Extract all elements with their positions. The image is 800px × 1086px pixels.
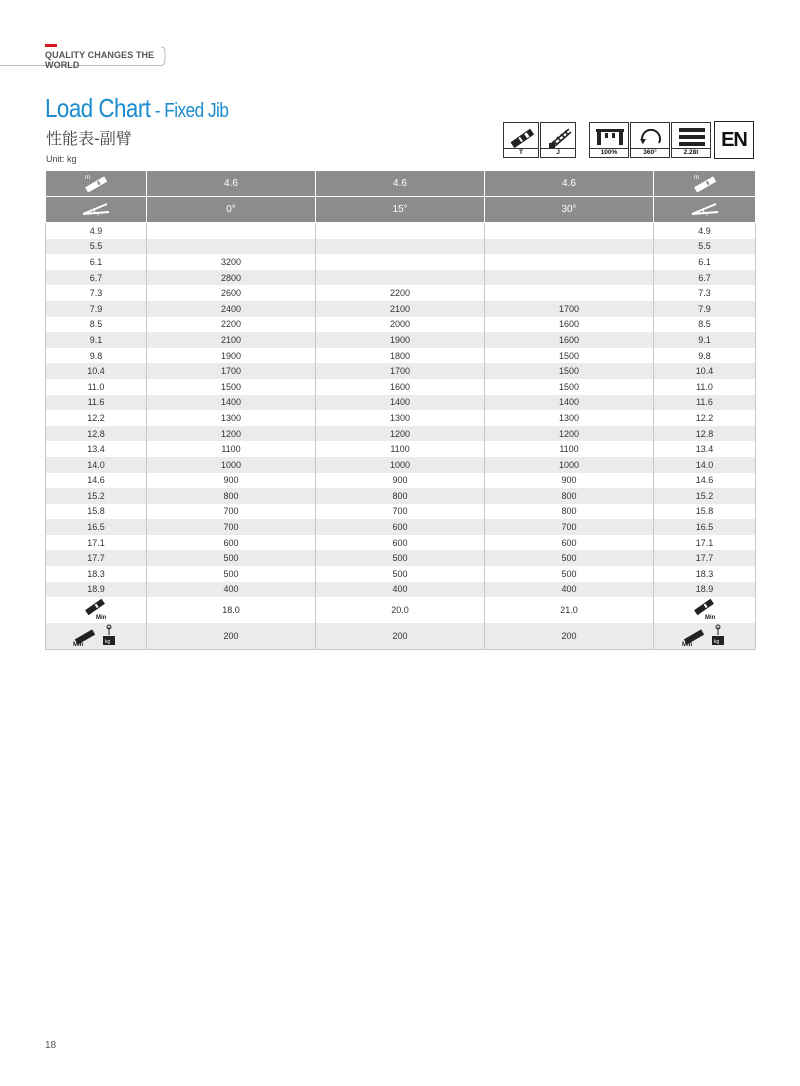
load-cell: 500 (485, 550, 654, 566)
load-cell: 400 (316, 582, 485, 598)
radius-cell: 11.6 (46, 395, 147, 411)
load-cell: 700 (485, 519, 654, 535)
table-row (46, 441, 756, 457)
min-angle-cell: 21.0 (485, 597, 654, 623)
table-row (46, 410, 756, 426)
radius-cell: 13.4 (46, 441, 147, 457)
load-cell: 1800 (316, 348, 485, 364)
table-row (46, 301, 756, 317)
radius-cell: 14.6 (46, 473, 147, 489)
offset-angle-cell: 30° (485, 197, 654, 223)
svg-text:Min: Min (73, 642, 84, 648)
radius-cell: 14.0 (46, 457, 147, 473)
title-sub: - Fixed Jib (150, 100, 229, 122)
svg-text:kg: kg (713, 639, 719, 646)
load-cell: 1500 (485, 379, 654, 395)
load-cell: 900 (485, 473, 654, 489)
min-boom-angle-row (46, 597, 756, 623)
table-row (46, 239, 756, 255)
offset-angle-row (46, 197, 756, 223)
radius-cell: 8.5 (654, 317, 756, 333)
radius-cell: 7.9 (46, 301, 147, 317)
load-cell: 1500 (147, 379, 316, 395)
radius-cell: 15.2 (654, 488, 756, 504)
table-row (46, 519, 756, 535)
load-cell: 900 (147, 473, 316, 489)
load-cell: 1000 (147, 457, 316, 473)
load-cell: 900 (316, 473, 485, 489)
radius-cell: 16.5 (654, 519, 756, 535)
page-title-cn: 性能表-副臂 (46, 129, 132, 148)
table-row (46, 504, 756, 520)
radius-cell: 6.1 (46, 254, 147, 270)
radius-cell: 18.9 (46, 582, 147, 598)
offset-angle-icon (46, 197, 147, 223)
jib-length-row (46, 171, 756, 197)
radius-cell: 14.6 (654, 473, 756, 489)
radius-cell: 4.9 (654, 223, 756, 239)
table-row (46, 550, 756, 566)
radius-cell: 12.8 (46, 426, 147, 442)
svg-text:m: m (693, 175, 699, 181)
radius-cell: 17.7 (46, 550, 147, 566)
radius-cell: 15.2 (46, 488, 147, 504)
load-cell: 1700 (316, 363, 485, 379)
load-cell: 1300 (147, 410, 316, 426)
table-row (46, 317, 756, 333)
radius-cell: 16.5 (46, 519, 147, 535)
load-cell: 1200 (147, 426, 316, 442)
radius-cell: 9.8 (654, 348, 756, 364)
load-cell: 2100 (316, 301, 485, 317)
load-cell: 1700 (485, 301, 654, 317)
load-cell: 1700 (147, 363, 316, 379)
load-cell (485, 223, 654, 239)
table-row (46, 488, 756, 504)
icon-label: 360° (631, 148, 669, 157)
load-cell: 600 (316, 535, 485, 551)
radius-cell: 6.1 (654, 254, 756, 270)
min-angle-load-icon (46, 623, 147, 650)
load-cell (485, 285, 654, 301)
radius-cell: 14.0 (654, 457, 756, 473)
load-cell: 600 (147, 535, 316, 551)
table-row (46, 395, 756, 411)
svg-text:kg: kg (105, 639, 111, 646)
min-boom-angle-icon (654, 597, 756, 623)
load-chart-table (45, 170, 756, 650)
min-angle-load-cell: 200 (316, 623, 485, 650)
offset-angle-cell: 15° (316, 197, 485, 223)
jib-length-cell: 4.6 (485, 171, 654, 197)
load-cell (485, 270, 654, 286)
radius-cell: 6.7 (654, 270, 756, 286)
table-row (46, 379, 756, 395)
title-main: Load Chart (45, 93, 151, 123)
load-cell: 800 (147, 488, 316, 504)
table-row (46, 535, 756, 551)
load-cell: 1400 (485, 395, 654, 411)
radius-cell: 9.1 (654, 332, 756, 348)
min-angle-load-row (46, 623, 756, 650)
radius-cell: 15.8 (46, 504, 147, 520)
load-cell: 800 (485, 504, 654, 520)
tagline: QUALITY CHANGES THE WORLD (45, 50, 155, 70)
radius-cell: 12.2 (654, 410, 756, 426)
offset-angle-cell: 0° (147, 197, 316, 223)
load-cell: 2200 (147, 317, 316, 333)
load-cell: 1600 (316, 379, 485, 395)
radius-cell: 10.4 (654, 363, 756, 379)
load-cell: 1300 (316, 410, 485, 426)
min-angle-cell: 20.0 (316, 597, 485, 623)
load-cell (316, 270, 485, 286)
load-cell: 500 (316, 566, 485, 582)
table-row (46, 473, 756, 489)
table-row (46, 566, 756, 582)
load-cell: 1400 (147, 395, 316, 411)
table-row (46, 223, 756, 239)
load-cell: 2400 (147, 301, 316, 317)
radius-cell: 18.9 (654, 582, 756, 598)
radius-cell: 11.6 (654, 395, 756, 411)
radius-cell: 18.3 (46, 566, 147, 582)
load-cell (316, 254, 485, 270)
radius-cell: 13.4 (654, 441, 756, 457)
jib-length-icon (46, 171, 147, 197)
radius-cell: 7.9 (654, 301, 756, 317)
radius-cell: 12.2 (46, 410, 147, 426)
load-cell: 1600 (485, 317, 654, 333)
language-badge: EN (714, 121, 754, 159)
table-row (46, 363, 756, 379)
radius-cell: 4.9 (46, 223, 147, 239)
load-cell: 1100 (147, 441, 316, 457)
jib-length-cell: 4.6 (316, 171, 485, 197)
table-row (46, 332, 756, 348)
load-cell (147, 223, 316, 239)
table-row (46, 254, 756, 270)
table-row (46, 582, 756, 598)
table-row (46, 457, 756, 473)
load-cell: 600 (485, 535, 654, 551)
radius-cell: 7.3 (654, 285, 756, 301)
radius-cell: 10.4 (46, 363, 147, 379)
radius-cell: 17.7 (654, 550, 756, 566)
red-accent-mark (45, 44, 57, 47)
load-cell (485, 239, 654, 255)
load-cell: 500 (147, 550, 316, 566)
radius-cell: 7.3 (46, 285, 147, 301)
radius-cell: 17.1 (654, 535, 756, 551)
load-cell: 700 (147, 504, 316, 520)
table-row (46, 348, 756, 364)
outrigger-icon (589, 122, 629, 158)
load-cell: 1500 (485, 348, 654, 364)
radius-cell: 8.5 (46, 317, 147, 333)
jib-length-cell: 4.6 (147, 171, 316, 197)
svg-text:m: m (85, 175, 90, 181)
radius-cell: 12.8 (654, 426, 756, 442)
min-angle-load-icon (654, 623, 756, 650)
load-cell: 2800 (147, 270, 316, 286)
radius-cell: 5.5 (46, 239, 147, 255)
min-angle-cell: 18.0 (147, 597, 316, 623)
radius-cell: 9.1 (46, 332, 147, 348)
load-cell (316, 223, 485, 239)
load-cell: 500 (485, 566, 654, 582)
load-cell (147, 239, 316, 255)
radius-cell: 11.0 (46, 379, 147, 395)
radius-cell: 15.8 (654, 504, 756, 520)
radius-cell: 9.8 (46, 348, 147, 364)
offset-angle-icon (654, 197, 756, 223)
load-cell: 1200 (316, 426, 485, 442)
load-cell: 2000 (316, 317, 485, 333)
svg-text:Min: Min (96, 615, 107, 622)
load-cell: 600 (316, 519, 485, 535)
load-cell: 1900 (316, 332, 485, 348)
header-band (0, 44, 166, 70)
table-row (46, 270, 756, 286)
load-cell: 800 (485, 488, 654, 504)
radius-cell: 11.0 (654, 379, 756, 395)
table-row (46, 285, 756, 301)
icon-label: J (541, 148, 575, 157)
counterweight-icon (671, 122, 711, 158)
icon-label: 2.28t (672, 148, 710, 157)
page-title (45, 93, 228, 124)
load-cell: 800 (316, 488, 485, 504)
svg-text:Min: Min (704, 615, 715, 622)
svg-text:°: ° (705, 214, 708, 218)
load-cell: 500 (147, 566, 316, 582)
radius-cell: 17.1 (46, 535, 147, 551)
load-cell: 1300 (485, 410, 654, 426)
title-block (45, 93, 258, 124)
load-cell: 1100 (485, 441, 654, 457)
load-cell (316, 239, 485, 255)
min-boom-angle-icon (46, 597, 147, 623)
load-cell: 700 (316, 504, 485, 520)
load-cell: 400 (147, 582, 316, 598)
load-cell: 2600 (147, 285, 316, 301)
icon-label: 100% (590, 148, 628, 157)
load-cell: 400 (485, 582, 654, 598)
radius-cell: 6.7 (46, 270, 147, 286)
min-angle-load-cell: 200 (147, 623, 316, 650)
table-row (46, 426, 756, 442)
jib-icon (540, 122, 576, 158)
load-cell: 500 (316, 550, 485, 566)
min-angle-load-cell: 200 (485, 623, 654, 650)
radius-cell: 5.5 (654, 239, 756, 255)
jib-length-icon (654, 171, 756, 197)
svg-text:°: ° (97, 214, 99, 218)
svg-text:Min: Min (681, 642, 692, 648)
load-cell: 1900 (147, 348, 316, 364)
load-cell: 1000 (485, 457, 654, 473)
load-cell: 1400 (316, 395, 485, 411)
telescopic-boom-icon (503, 122, 539, 158)
load-cell: 1600 (485, 332, 654, 348)
icon-label: T (504, 148, 538, 157)
load-cell: 2100 (147, 332, 316, 348)
load-cell: 1000 (316, 457, 485, 473)
load-cell: 1500 (485, 363, 654, 379)
radius-cell: 18.3 (654, 566, 756, 582)
load-cell: 3200 (147, 254, 316, 270)
load-cell (485, 254, 654, 270)
unit-label: Unit: kg (46, 154, 77, 164)
load-cell: 2200 (316, 285, 485, 301)
page-number: 18 (45, 1040, 57, 1051)
load-cell: 1200 (485, 426, 654, 442)
load-cell: 700 (147, 519, 316, 535)
load-cell: 1100 (316, 441, 485, 457)
rotation-icon (630, 122, 670, 158)
